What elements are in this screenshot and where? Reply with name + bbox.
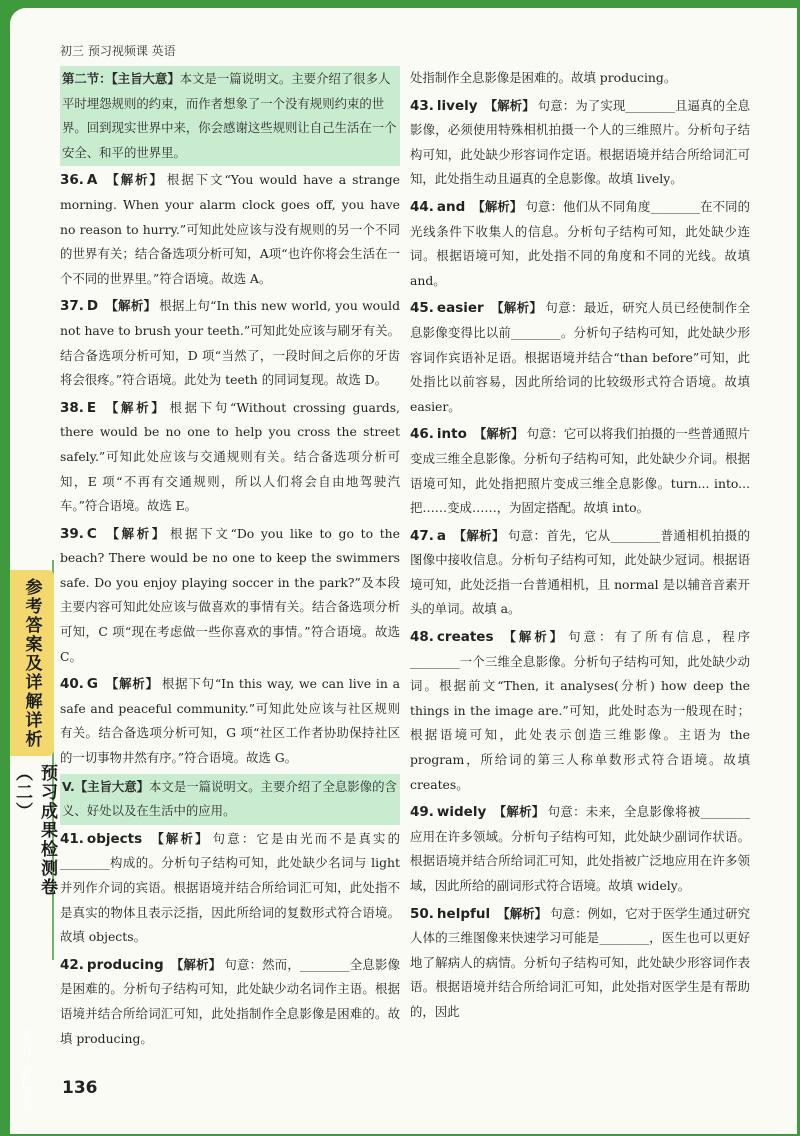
analysis-text: 句意：最近，研究人员已经使制作全息影像变得比以前________。分析句子结构可知，此处缺少形容词作宾语补足语。根据语境并结合“than before”可知，此处指比以前容易，因此所给词的比较级形式符合语境。故填 easier。 (410, 300, 751, 414)
question-number: 37. (60, 298, 84, 315)
analysis-text: 句意：为了实现________且逼真的全息影像，必须使用特殊相机拍摄一个人的三维照片。分析句子结构可知，此处缺少形容词作定语。根据语境并结合所给词汇可知，此处指生动且逼真的全息影像。故填 lively。 (410, 97, 751, 187)
watermark: 公众号：胜已学堂 (19, 1028, 30, 1108)
section-summary-text: 本文是一篇说明文。主要介绍了全息影像的含义、好处以及在生活中的应用。 (62, 778, 397, 819)
analysis-text: 句意：例如，它对于医学生通过研究人体的三维图像来快速学习可能是________，医生也可以更好地了解病人的病情。分析句子结构可知，此处缺少形容词作表语。根据语境并结合所给词汇可知，此处指对医学生是有帮助的，因此 (410, 905, 751, 1019)
answer-item (60, 953, 400, 1051)
answer-item (410, 800, 750, 898)
analysis-text: 句意：它可以将我们拍摄的一些普通照片变成三维全息影像。分析句子结构可知，此处缺少介词。根据语境可知，此处指把照片变成三维全息影像。turn... into... 把……变成……，为固定搭配。故填 into。 (410, 426, 751, 516)
question-number: 50. (410, 905, 434, 922)
answer-item (410, 296, 750, 419)
analysis-tag: 【解析】 (472, 198, 523, 214)
analysis-text: 句意：它是由光而不是真实的________构成的。分析句子结构可知，此处缺少名词与 light 并列作介词的宾语。根据语境并结合所给词汇可知，此处指不是真实的物体且表示泛指，因此所给词的复数形式符合语境。故填 objects。 (60, 830, 401, 945)
analysis-tag: 【解析】 (473, 426, 524, 442)
answer-key: G (86, 676, 99, 693)
answer-item (60, 827, 400, 950)
answer-list-left-2 (60, 827, 400, 1051)
answer-item (410, 94, 750, 192)
analysis-tag: 【解析】 (497, 905, 548, 921)
analysis-text: 根据下文“Do you like to go to the beach? There would be no one to keep the swimmers safe. Do you enjoy playing soccer in the park?”及本段主要内容可知此处应该与做喜欢的事情有关。结合备选项分析可知，C 项“现在考虑做一些你喜欢的事情。”符合语境。故选 C。 (60, 525, 400, 664)
answer-key: widely (436, 804, 487, 821)
analysis-tag: 【解析】 (105, 676, 159, 692)
question-number: 45. (410, 300, 434, 317)
analysis-text: 句意：有了所有信息，程序________一个三维全息影像。分析句子结构可知，此处缺少动词。根据前文“Then, it analyses(分析) how deep the things in the image are.”可知，此处时态为一般现在时；根据语境可知，此处表示创造三维影像。主语为 the program，所给词的第三人称单数形式符合语境。故填 creates。 (410, 629, 750, 792)
analysis-text: 句意：未来，全息影像将被________应用在许多领域。分析句子结构可知，此处缺少副词作状语。根据语境并结合所给词汇可知，此处指被广泛地应用在许多领域，因此所给的副词形式符合语境。故填 widely。 (410, 804, 751, 893)
answer-key: and (436, 198, 466, 215)
section-summary (60, 774, 400, 825)
question-number: 49. (410, 804, 434, 821)
question-number: 40. (60, 676, 84, 693)
analysis-tag: 【解析】 (103, 399, 167, 415)
analysis-tag: 【解析】 (105, 298, 157, 314)
answer-key: producing (86, 956, 164, 973)
section-summary-label: 第二节：【主旨大意】 (62, 71, 180, 86)
page-number: 136 (62, 1078, 98, 1098)
analysis-tag: 【解析】 (103, 525, 168, 541)
analysis-text: 句意：首先，它从________普通相机拍摄的图像中接收信息。分析句子结构可知，此处缺少冠词。根据语境可知，此处泛指一台普通相机，且 normal 是以辅音音素开头的单词。故填 a。 (410, 527, 751, 617)
answer-item (60, 522, 400, 670)
right-column (410, 66, 750, 1028)
analysis-tag: 【解析】 (490, 300, 543, 316)
side-tab-test-label: 预习成果检测卷（二） (12, 764, 57, 897)
analysis-text: 句意：然而，________全息影像是困难的。分析句子结构可知，此处缺少动名词作主语。根据语境并结合所给词汇可知，此处指制作全息影像是困难的。故填 producing。 (60, 956, 401, 1046)
analysis-text: 句意：他们从不同角度________在不同的光线条件下收集人的信息。分析句子结构可知，此处缺少连词。根据语境可知，此处指不同的角度和不同的光线。故填 and。 (410, 198, 751, 288)
question-number: 46. (410, 426, 434, 443)
question-number: 42. (60, 956, 84, 973)
analysis-tag: 【解析】 (493, 804, 545, 820)
answer-key: lively (436, 97, 478, 114)
question-number: 39. (60, 525, 84, 542)
side-tab-test (10, 760, 57, 940)
analysis-tag: 【解析】 (484, 97, 535, 113)
section-summary (60, 66, 400, 166)
section-summary-text: 本文是一篇说明文。主要介绍了很多人平时埋怨规则的约束，而作者想象了一个没有规则约束的世界。回到现实世界中来，你会感谢这些规则让自己生活在一个安全、和平的世界里。 (62, 71, 397, 160)
question-number: 44. (410, 198, 434, 215)
analysis-tag: 【解析】 (500, 629, 566, 645)
answer-key: objects (86, 830, 143, 847)
answer-item (410, 195, 750, 293)
answer-key: D (86, 298, 99, 315)
page-header: 初三 预习视频课 英语 (60, 44, 176, 58)
answer-item (60, 396, 400, 519)
analysis-text: 根据下句“In this way, we can live in a safe and peaceful community.”可知此处应该与社区规则有关。结合备选项分析可知，G 项“社区工作者协助保持社区的一切事物井然有序。”符合语境。故选 G。 (60, 676, 401, 766)
answer-item (410, 524, 750, 622)
question-number: 41. (60, 830, 84, 847)
side-tab-answers-label: 参考答案及详解详析 (21, 578, 42, 749)
answer-item (60, 672, 400, 770)
answer-key: a (436, 527, 447, 544)
left-column (60, 66, 400, 1054)
answer-item (60, 168, 400, 291)
answer-list-left (60, 168, 400, 770)
section-summary-label: V.【主旨大意】 (62, 778, 150, 794)
analysis-tag: 【解析】 (453, 527, 505, 543)
answer-list-right (410, 94, 750, 1025)
question-number: 48. (410, 629, 434, 646)
answer-item (410, 902, 750, 1025)
side-tab-answers (10, 570, 54, 756)
answer-key: into (436, 426, 467, 443)
answer-key: easier (436, 300, 484, 317)
answer-item (410, 422, 750, 520)
question-number: 43. (410, 97, 434, 114)
analysis-text: 根据上句“In this new world, you would not have to brush your teeth.”可知此处应该与刷牙有关。结合备选项分析可知，D 项“当然了，一段时间之后你的牙齿将会很疼。”符合语境。此处为 teeth 的同词复现。故选 D。 (60, 298, 401, 388)
analysis-text: 根据下句“Without crossing guards, there would be no one to help you cross the street safely.”可知此处应该与交通规则有关。结合备选项分析可知，E 项“不再有交通规则，所以人们将会自由地驾驶汽车。”符合语境。故选 E。 (60, 399, 400, 514)
answer-key: A (86, 172, 98, 189)
answer-item (410, 625, 750, 797)
answer-key: E (86, 399, 97, 416)
question-number: 38. (60, 399, 84, 416)
answer-key: helpful (436, 905, 491, 922)
answer-key: C (86, 525, 97, 542)
analysis-tag: 【解析】 (149, 830, 210, 846)
analysis-text: 根据下文“You would have a strange morning. When your alarm clock goes off, you have no reason to hurry.”可知此处应该与没有规则的另一个不同的世界有关；结合备选项分析可知，A项“也许你将会生活在一个不同的世界里。”符合语境。故选 A。 (60, 172, 400, 286)
answer-item (60, 294, 400, 392)
question-number: 47. (410, 527, 434, 544)
answer-key: creates (436, 629, 494, 646)
analysis-tag: 【解析】 (104, 172, 164, 188)
analysis-tag: 【解析】 (170, 956, 222, 972)
question-number: 36. (60, 172, 84, 189)
continuation-text: 处指制作全息影像是困难的。故填 producing。 (410, 70, 677, 85)
